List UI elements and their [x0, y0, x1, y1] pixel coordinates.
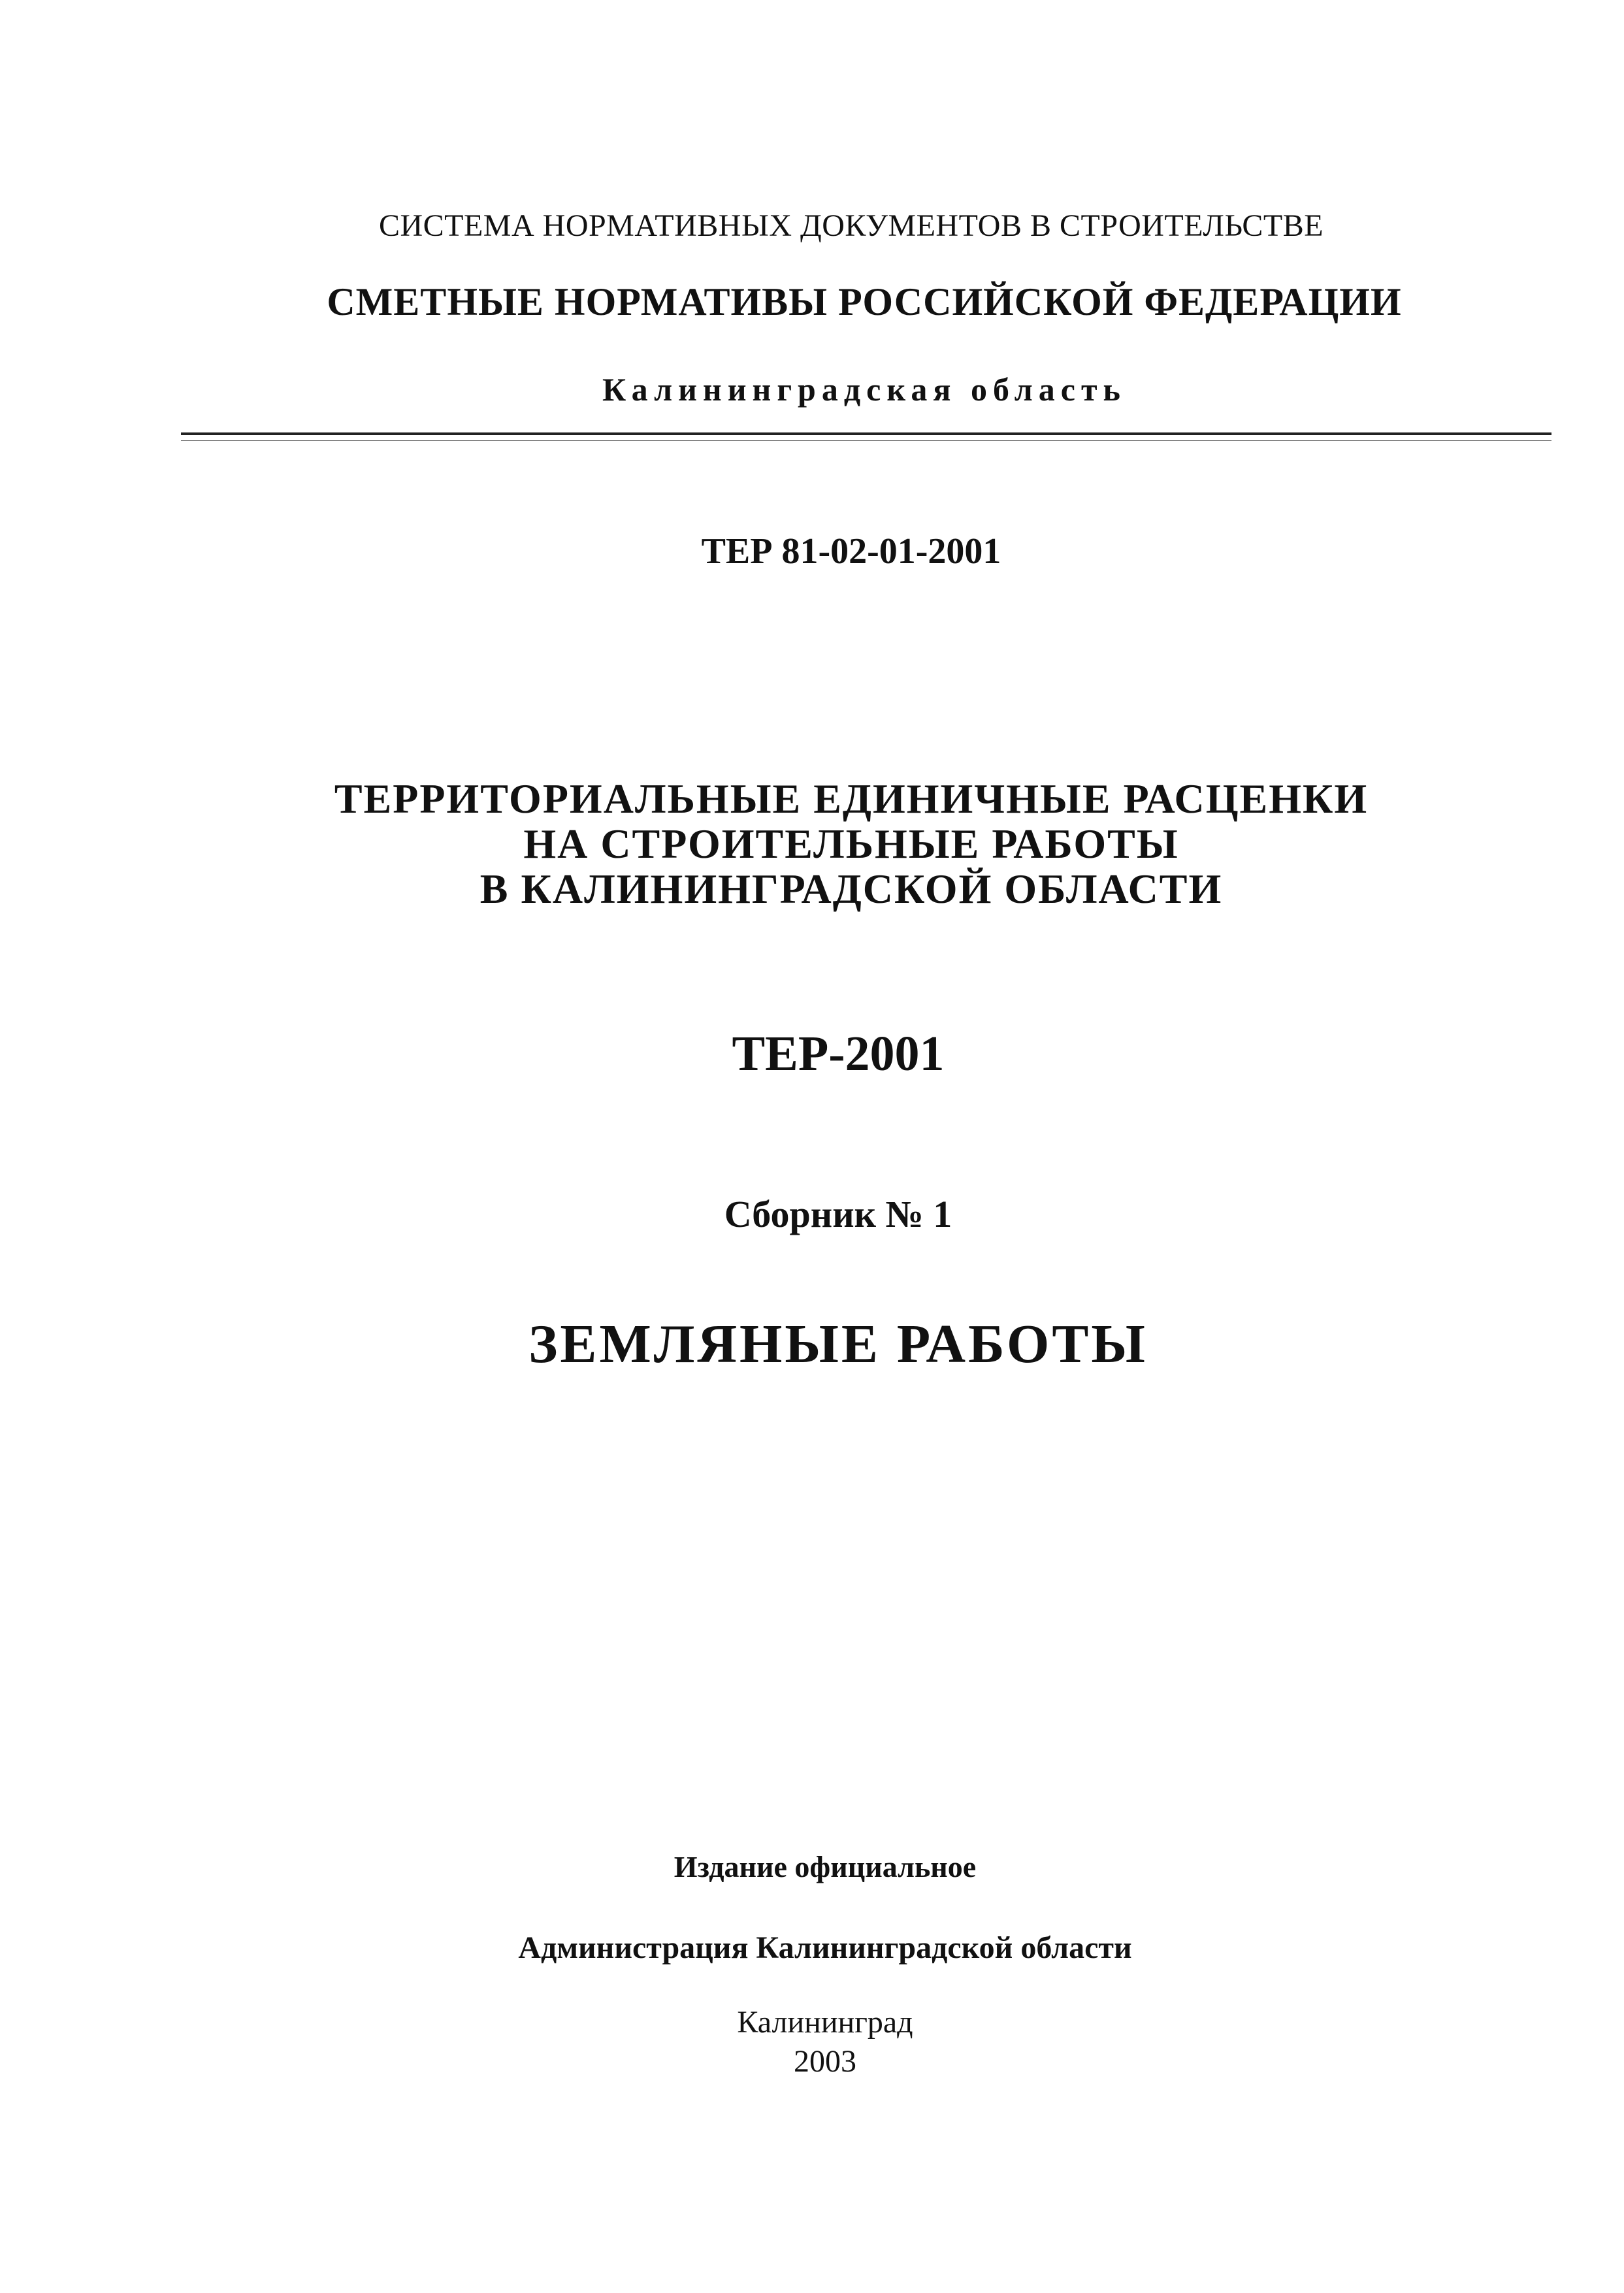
- header-divider: [181, 432, 1551, 435]
- document-title: [39, 776, 1624, 911]
- publisher-name: Администрация Калининградской области: [518, 1930, 1132, 1965]
- title-line-1: ТЕРРИТОРИАЛЬНЫЕ ЕДИНИЧНЫЕ РАСЦЕНКИ: [334, 775, 1369, 822]
- publication-year: 2003: [794, 2044, 856, 2079]
- system-heading: СИСТЕМА НОРМАТИВНЫХ ДОКУМЕНТОВ В СТРОИТЕЛЬСТВЕ: [378, 208, 1324, 243]
- collection-number: Сборник № 1: [724, 1193, 952, 1235]
- collection-subject: ЗЕМЛЯНЫЕ РАБОТЫ: [528, 1314, 1148, 1374]
- publication-city: Калининград: [737, 2005, 913, 2040]
- title-line-3: В КАЛИНИНГРАДСКОЙ ОБЛАСТИ: [479, 866, 1223, 913]
- short-name: ТЕР-2001: [732, 1026, 945, 1081]
- norms-heading: СМЕТНЫЕ НОРМАТИВЫ РОССИЙСКОЙ ФЕДЕРАЦИИ: [327, 280, 1402, 323]
- title-line-2: НА СТРОИТЕЛЬНЫЕ РАБОТЫ: [523, 821, 1179, 868]
- region-heading: Калининградская область: [602, 371, 1126, 408]
- document-code: ТЕР 81-02-01-2001: [701, 531, 1001, 572]
- header-divider-thin: [181, 440, 1551, 441]
- edition-note: Издание официальное: [674, 1850, 977, 1883]
